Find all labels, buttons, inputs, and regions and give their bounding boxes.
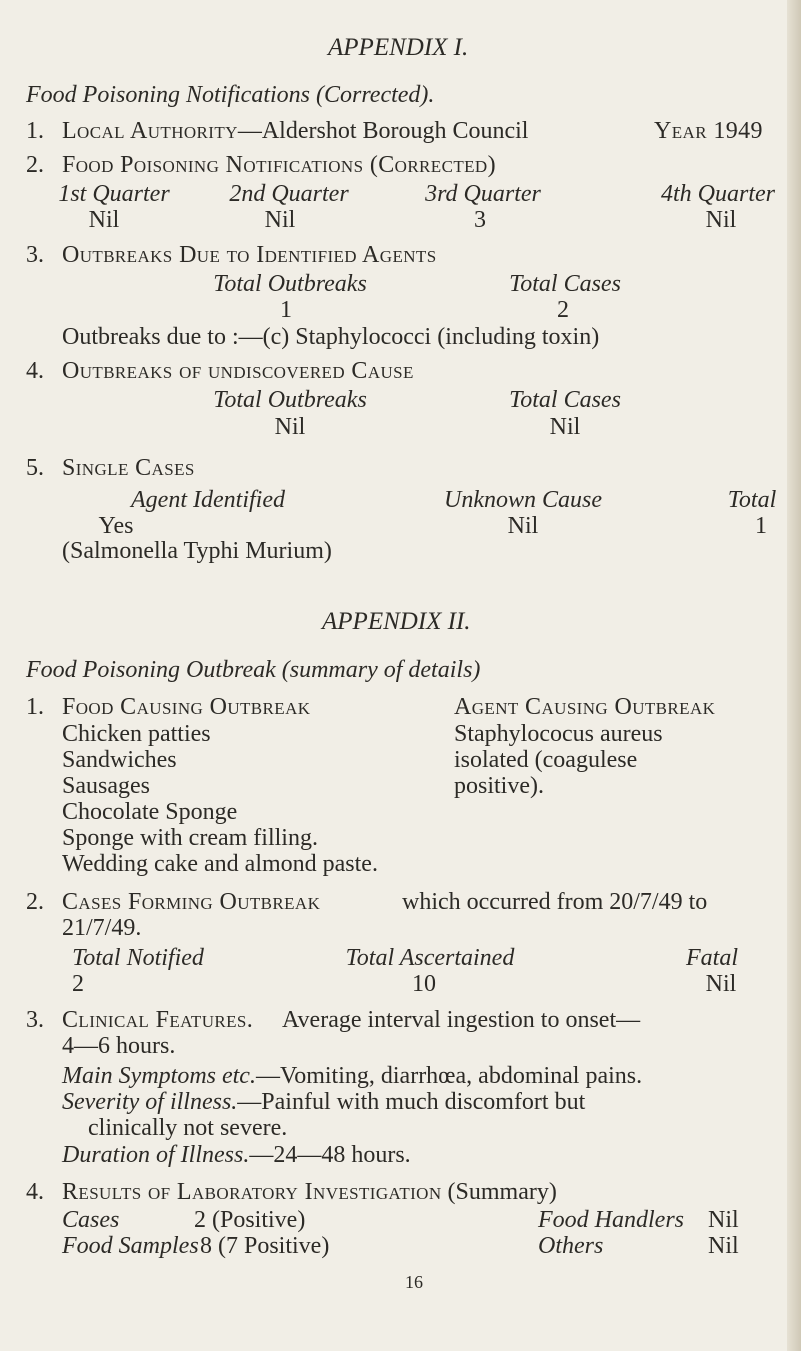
- food-item: Sausages: [62, 773, 150, 799]
- local-authority-value: —Aldershot Borough Council: [237, 118, 529, 144]
- cases-forming-outbreak-label: Cases Forming Outbreak: [62, 889, 321, 915]
- food-samples-label: Food Samples: [62, 1233, 199, 1259]
- total-ascertained-header: Total Ascertained: [345, 945, 515, 971]
- agent-note: (Salmonella Typhi Murium): [62, 538, 332, 564]
- quarter-header-4: 4th Quarter: [661, 181, 775, 207]
- food-item: Chicken patties: [62, 721, 211, 747]
- section-number: 2.: [26, 152, 44, 178]
- outbreak-cause-note: Outbreaks due to :—(c) Staphylococci (including toxin): [62, 324, 600, 350]
- total-value: 1: [755, 513, 767, 539]
- local-authority-label: Local Authority: [62, 118, 238, 144]
- section-number: 5.: [26, 455, 44, 481]
- severity-continued: clinically not severe.: [88, 1115, 288, 1141]
- appendix-2-title: Food Poisoning Outbreak (summary of details): [26, 657, 481, 683]
- cases-value: 2 (Positive): [194, 1207, 306, 1233]
- page-edge-shadow: [787, 0, 801, 1351]
- main-symptoms-label: Main Symptoms etc.: [62, 1063, 256, 1089]
- total-outbreaks-header: Total Outbreaks: [213, 387, 367, 413]
- agent-line: isolated (coagulese: [454, 747, 638, 773]
- laboratory-results-label: Results of Laboratory Investigation: [62, 1179, 442, 1205]
- food-handlers-label: Food Handlers: [538, 1207, 684, 1233]
- total-header: Total: [727, 487, 777, 513]
- food-causing-outbreak-label: Food Causing Outbreak: [62, 694, 311, 720]
- quarter-header-1: 1st Quarter: [58, 181, 170, 207]
- food-item: Sponge with cream filling.: [62, 825, 318, 851]
- total-cases-value: 2: [557, 297, 569, 323]
- section-number: 4.: [26, 1179, 44, 1205]
- total-cases-header: Total Cases: [509, 387, 621, 413]
- agent-identified-header: Agent Identified: [131, 487, 285, 513]
- onset-interval: Average interval ingestion to onset—: [282, 1007, 641, 1033]
- laboratory-results-suffix: (Summary): [447, 1179, 557, 1205]
- fatal-value: Nil: [705, 971, 737, 997]
- local-authority-line: [62, 117, 528, 145]
- quarter-value-4: Nil: [705, 207, 737, 233]
- agent-identified-value: Yes: [98, 513, 134, 539]
- food-samples-value: 8 (7 Positive): [200, 1233, 330, 1259]
- notifications-label: Food Poisoning Notifications (Corrected): [62, 152, 496, 178]
- single-cases-label: Single Cases: [62, 455, 195, 481]
- laboratory-results-line: [62, 1178, 557, 1206]
- food-handlers-value: Nil: [708, 1207, 739, 1233]
- appendix-1-heading: APPENDIX I.: [328, 34, 469, 61]
- quarter-value-3: 3: [474, 207, 486, 233]
- undiscovered-outbreaks-label: Outbreaks of undiscovered Cause: [62, 358, 414, 384]
- main-symptoms-line: [62, 1062, 642, 1090]
- appendix-2-heading: APPENDIX II.: [322, 608, 471, 635]
- duration-label: Duration of Illness.: [62, 1142, 250, 1168]
- quarter-value-2: Nil: [264, 207, 296, 233]
- identified-outbreaks-label: Outbreaks Due to Identified Agents: [62, 242, 437, 268]
- outbreak-date-range: which occurred from 20/7/49 to: [402, 889, 708, 915]
- severity-value: —Painful with much discomfort but: [237, 1089, 586, 1115]
- others-value: Nil: [708, 1233, 739, 1259]
- total-notified-value: 2: [72, 971, 84, 997]
- others-label: Others: [538, 1233, 604, 1259]
- total-ascertained-value: 10: [412, 971, 436, 997]
- unknown-cause-header: Unknown Cause: [444, 487, 602, 513]
- agent-line: positive).: [454, 773, 544, 799]
- unknown-cause-value: Nil: [507, 513, 539, 539]
- total-outbreaks-header: Total Outbreaks: [213, 271, 367, 297]
- quarter-value-1: Nil: [88, 207, 120, 233]
- outbreak-end-date: 21/7/49.: [62, 915, 142, 941]
- severity-label: Severity of illness.: [62, 1089, 238, 1115]
- clinical-features-label: Clinical Features.: [62, 1007, 254, 1033]
- section-number: 3.: [26, 1007, 44, 1033]
- onset-hours: 4—6 hours.: [62, 1033, 176, 1059]
- main-symptoms-value: —Vomiting, diarrhœa, abdominal pains.: [255, 1063, 643, 1089]
- duration-line: [62, 1141, 411, 1169]
- section-number: 3.: [26, 242, 44, 268]
- total-outbreaks-value: Nil: [274, 414, 306, 440]
- total-cases-header: Total Cases: [509, 271, 621, 297]
- section-number: 2.: [26, 889, 44, 915]
- page-number: 16: [405, 1272, 423, 1292]
- severity-line: [62, 1088, 585, 1116]
- total-cases-value: Nil: [549, 414, 581, 440]
- section-number: 1.: [26, 694, 44, 720]
- duration-value: —24—48 hours.: [249, 1142, 411, 1168]
- total-notified-header: Total Notified: [72, 945, 204, 971]
- section-number: 1.: [26, 118, 44, 144]
- food-item: Sandwiches: [62, 747, 177, 773]
- total-outbreaks-value: 1: [280, 297, 292, 323]
- report-year: Year 1949: [654, 118, 763, 144]
- quarter-header-3: 3rd Quarter: [425, 181, 541, 207]
- food-item: Wedding cake and almond paste.: [62, 851, 378, 877]
- agent-line: Staphylococus aureus: [454, 721, 663, 747]
- section-number: 4.: [26, 358, 44, 384]
- appendix-1-title: Food Poisoning Notifications (Corrected).: [26, 82, 435, 108]
- food-item: Chocolate Sponge: [62, 799, 238, 825]
- agent-causing-outbreak-label: Agent Causing Outbreak: [454, 694, 716, 720]
- quarter-header-2: 2nd Quarter: [229, 181, 349, 207]
- cases-label: Cases: [62, 1207, 120, 1233]
- fatal-header: Fatal: [686, 945, 738, 971]
